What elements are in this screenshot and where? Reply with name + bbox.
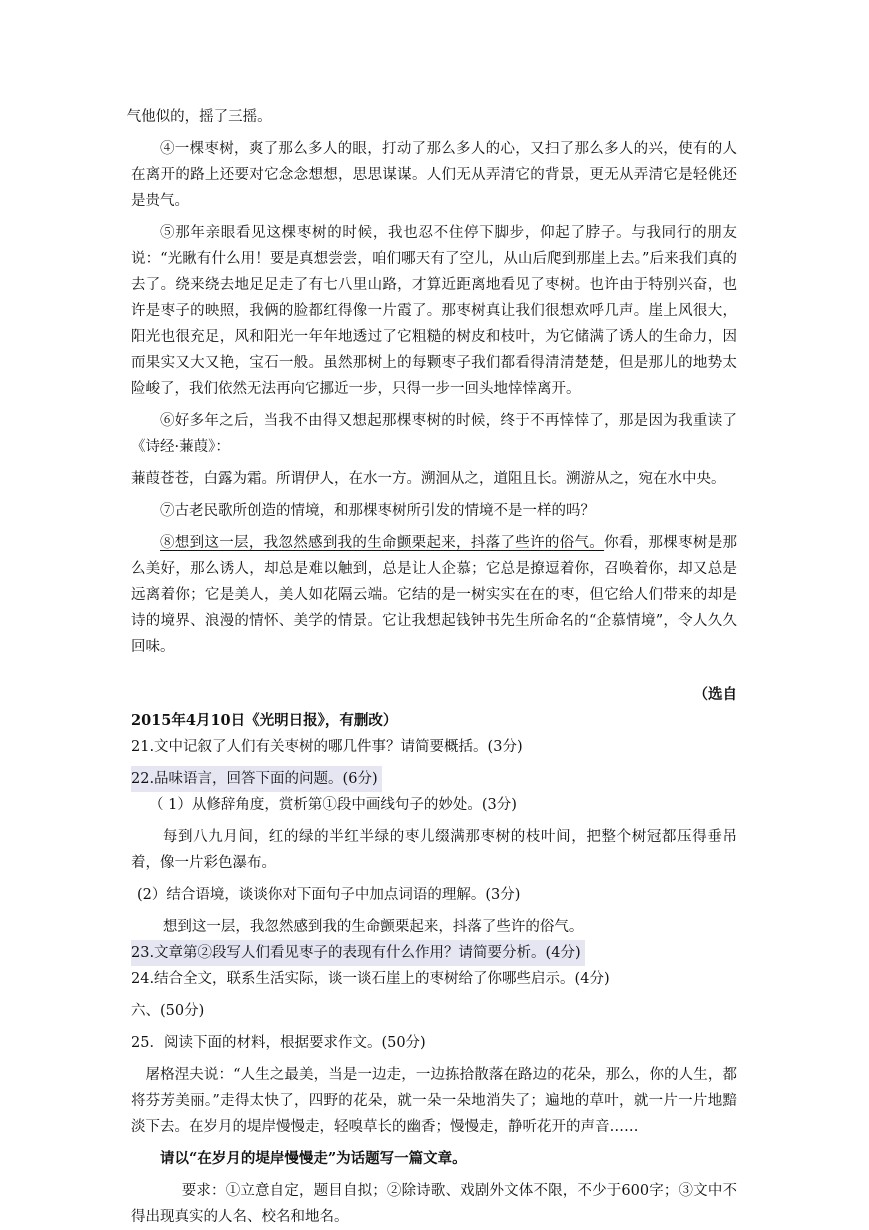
source-line-1: （选自 — [693, 686, 737, 703]
question-22-highlight: 22.品味语言，回答下面的问题。(6分) — [131, 766, 382, 792]
question-22 — [131, 766, 737, 792]
question-22-1: （ 1）从修辞角度，赏析第①段中画线句子的妙处。(3分) — [149, 797, 517, 813]
document-content — [126, 104, 737, 1230]
question-23-highlight: 23.文章第②段写人们看见枣子的表现有什么作用？请简要分析。(4分) — [131, 940, 585, 966]
question-23 — [131, 940, 737, 966]
source-line-2: 2015年4月10日《光明日报》，有删改） — [131, 712, 398, 729]
question-21: 21.文中记叙了人们有关枣树的哪几件事？请简要概括。(3分) — [131, 739, 523, 755]
question-22-2-text: 想到这一层，我忽然感到我的生命颤栗起来，抖落了些许的俗气。 — [162, 919, 584, 935]
paragraph-3-end: 气他似的，摇了三摇。 — [126, 109, 272, 125]
paragraph-4: ④一棵枣树，爽了那么多人的眼，打动了那么多人的心，又扫了那么多人的兴，使有的人在离开的路上还要对它念念想想，思思谋谋。人们无从弄清它的背景，更无从弄清它是轻佻还是贵气。 — [131, 141, 737, 209]
section-6-heading: 六、(50分) — [131, 1003, 205, 1019]
question-22-2: (2）结合语境，谈谈你对下面句子中加点词语的理解。(3分) — [137, 887, 521, 903]
question-22-1-text: 每到八九月间，红的绿的半红半绿的枣儿缀满那枣树的枝叶间，把整个树冠都压得垂吊着，像一片彩色瀑布。 — [131, 829, 737, 871]
question-25: 25．阅读下面的材料，根据要求作文。(50分) — [131, 1035, 426, 1051]
paragraph-6: ⑥好多年之后，当我不由得又想起那棵枣树的时候，终于不再悻悻了，那是因为我重读了《诗经·蒹葭》： — [131, 413, 737, 455]
underlined-sentence: ⑧想到这一层，我忽然感到我的生命颤栗起来，抖落了些许的俗气。 — [160, 535, 605, 551]
poem-quote: 蒹葭苍苍，白露为霜。所谓伊人，在水一方。溯洄从之，道阻且长。溯游从之，宛在水中央。 — [131, 471, 726, 487]
essay-material: 屠格涅夫说：“人生之最美，当是一边走，一边拣拾散落在路边的花朵，那么，你的人生，都将芬芳美丽。”走得太快了，四野的花朵，就一朵一朵地消失了；遍地的草叶，就一片一片地黯淡下去。在岁月的堤岸慢慢走，轻嗅草长的幽香；慢慢走，静听花开的声音…… — [131, 1067, 737, 1135]
essay-topic: 请以“在岁月的堤岸慢慢走”为话题写一篇文章。 — [160, 1150, 467, 1167]
paragraph-5: ⑤那年亲眼看见这棵枣树的时候，我也忍不住停下脚步，仰起了脖子。与我同行的朋友说：“光瞅有什么用！要是真想尝尝，咱们哪天有了空儿，从山后爬到那崖上去。”后来我们真的去了。绕来绕去地足足走了有七八里山路，才算近距离地看见了枣树。也许由于特别兴奋，也许是枣子的映照，我俩的脸都红得像一片霞了。那枣树真让我们很想欢呼几声。崖上风很大，阳光也很充足，风和阳光一年年地透过了它粗糙的树皮和枝叶，为它储满了诱人的生命力，因而果实又大又艳，宝石一般。虽然那树上的每颗枣子我们都看得清清楚楚，但是那儿的地势太险峻了，我们依然无法再向它挪近一步，只得一步一回头地悻悻离开。 — [131, 225, 737, 397]
question-24: 24.结合全文，联系生活实际，谈一谈石崖上的枣树给了你哪些启示。(4分) — [131, 971, 610, 987]
paragraph-8 — [131, 530, 737, 660]
paragraph-7: ⑦古老民歌所创造的情境，和那棵枣树所引发的情境不是一样的吗？ — [160, 503, 595, 519]
paragraph-8-rest: 你看，那棵枣树是那么美好，那么诱人，却总是难以触到，总是让人企慕；它总是撩逗着你，召唤着你，却又总是远离着你；它是美人，美人如花隔云端。它结的是一树实实在在的枣，但它给人们带来的却是诗的境界、浪漫的情怀、美学的情景。它让我想起钱钟书先生所命名的“企慕情境”，令人久久回味。 — [131, 535, 737, 655]
essay-requirements: 要求：①立意自定，题目自拟；②除诗歌、戏剧外文体不限，不少于600字；③文中不得出现真实的人名、校名和地名。 — [131, 1183, 737, 1225]
